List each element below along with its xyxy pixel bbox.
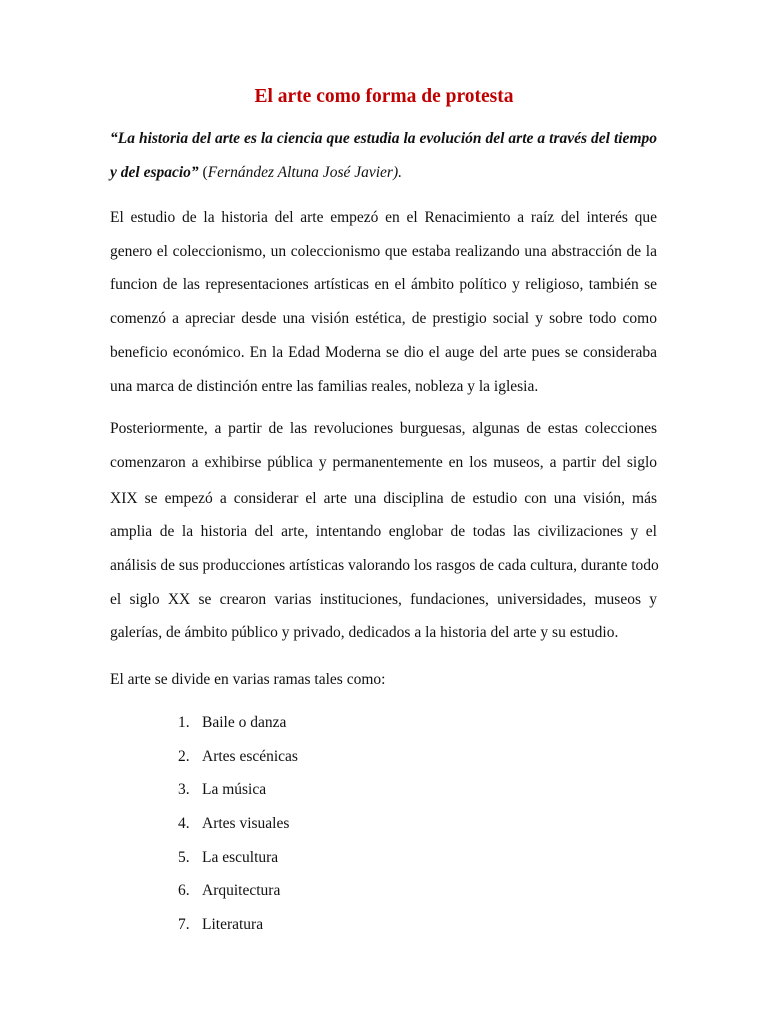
list-number: 7. [178, 916, 190, 934]
list-item [178, 706, 298, 740]
list-item [178, 908, 298, 942]
list-label: Arquitectura [202, 882, 281, 900]
list-item [178, 773, 298, 807]
paragraph-line: el siglo XX se crearon varias instituciones, fundaciones, universidades, museos y [110, 590, 657, 608]
list-number: 6. [178, 882, 190, 900]
document-title: El arte como forma de protesta [254, 86, 514, 107]
list-number: 2. [178, 747, 190, 765]
list-label: Baile o danza [202, 714, 287, 731]
list-label: La música [202, 781, 267, 799]
quote-open-paren: ( [198, 163, 208, 181]
paragraph-line: comenzaron a exhibirse pública y permanentemente en los museos, a partir del siglo [110, 453, 657, 471]
list-item [178, 740, 298, 774]
list-label: Artes escénicas [202, 747, 298, 765]
list-label: La escultura [202, 848, 279, 866]
quote-text: “La historia del arte es la ciencia que estudia la evolución del arte a través del tiempo y del espacio” [110, 130, 657, 181]
list-number: 4. [178, 815, 190, 833]
opening-quote [110, 122, 657, 189]
list-label: Artes visuales [202, 815, 290, 833]
list-number: 5. [178, 848, 190, 866]
paragraph-line: XIX se empezó a considerar el arte una disciplina de estudio con una visión, más [110, 489, 657, 507]
list-number: 1. [178, 714, 190, 731]
list-item [178, 841, 298, 875]
list-label: Literatura [202, 916, 264, 934]
list-item [178, 874, 298, 908]
list-intro: El arte se divide en varias ramas tales como: [110, 671, 386, 688]
paragraph-renacimiento: El estudio de la historia del arte empezó en el Renacimiento a raíz del interés que genero el coleccionismo, un coleccionismo que estaba realizando una abstracción de la funcion de las representaciones artísticas en el ámbito político y religioso, también se comenzó a apreciar desde una visión estética, de prestigio social y sobre todo como beneficio económico. En la Edad Moderna se dio el auge del arte pues se consideraba una marca de distinción entre las familias reales, nobleza y la iglesia. [110, 209, 657, 395]
paragraph-line: amplia de la historia del arte, intentando englobar de todas las civilizaciones y el [110, 523, 657, 541]
paragraph-revoluciones [110, 412, 657, 650]
quote-author: Fernández Altuna José Javier). [207, 163, 402, 181]
paragraph-line: Posteriormente, a partir de las revoluciones burguesas, algunas de estas colecciones [110, 420, 657, 437]
list-item [178, 807, 298, 841]
paragraph-line: análisis de sus producciones artísticas valorando los rasgos de cada cultura, durante todo [110, 557, 659, 575]
list-number: 3. [178, 781, 190, 799]
paragraph-line: galerías, de ámbito público y privado, dedicados a la historia del arte y su estudio. [110, 624, 619, 642]
art-branches-list [178, 706, 298, 942]
